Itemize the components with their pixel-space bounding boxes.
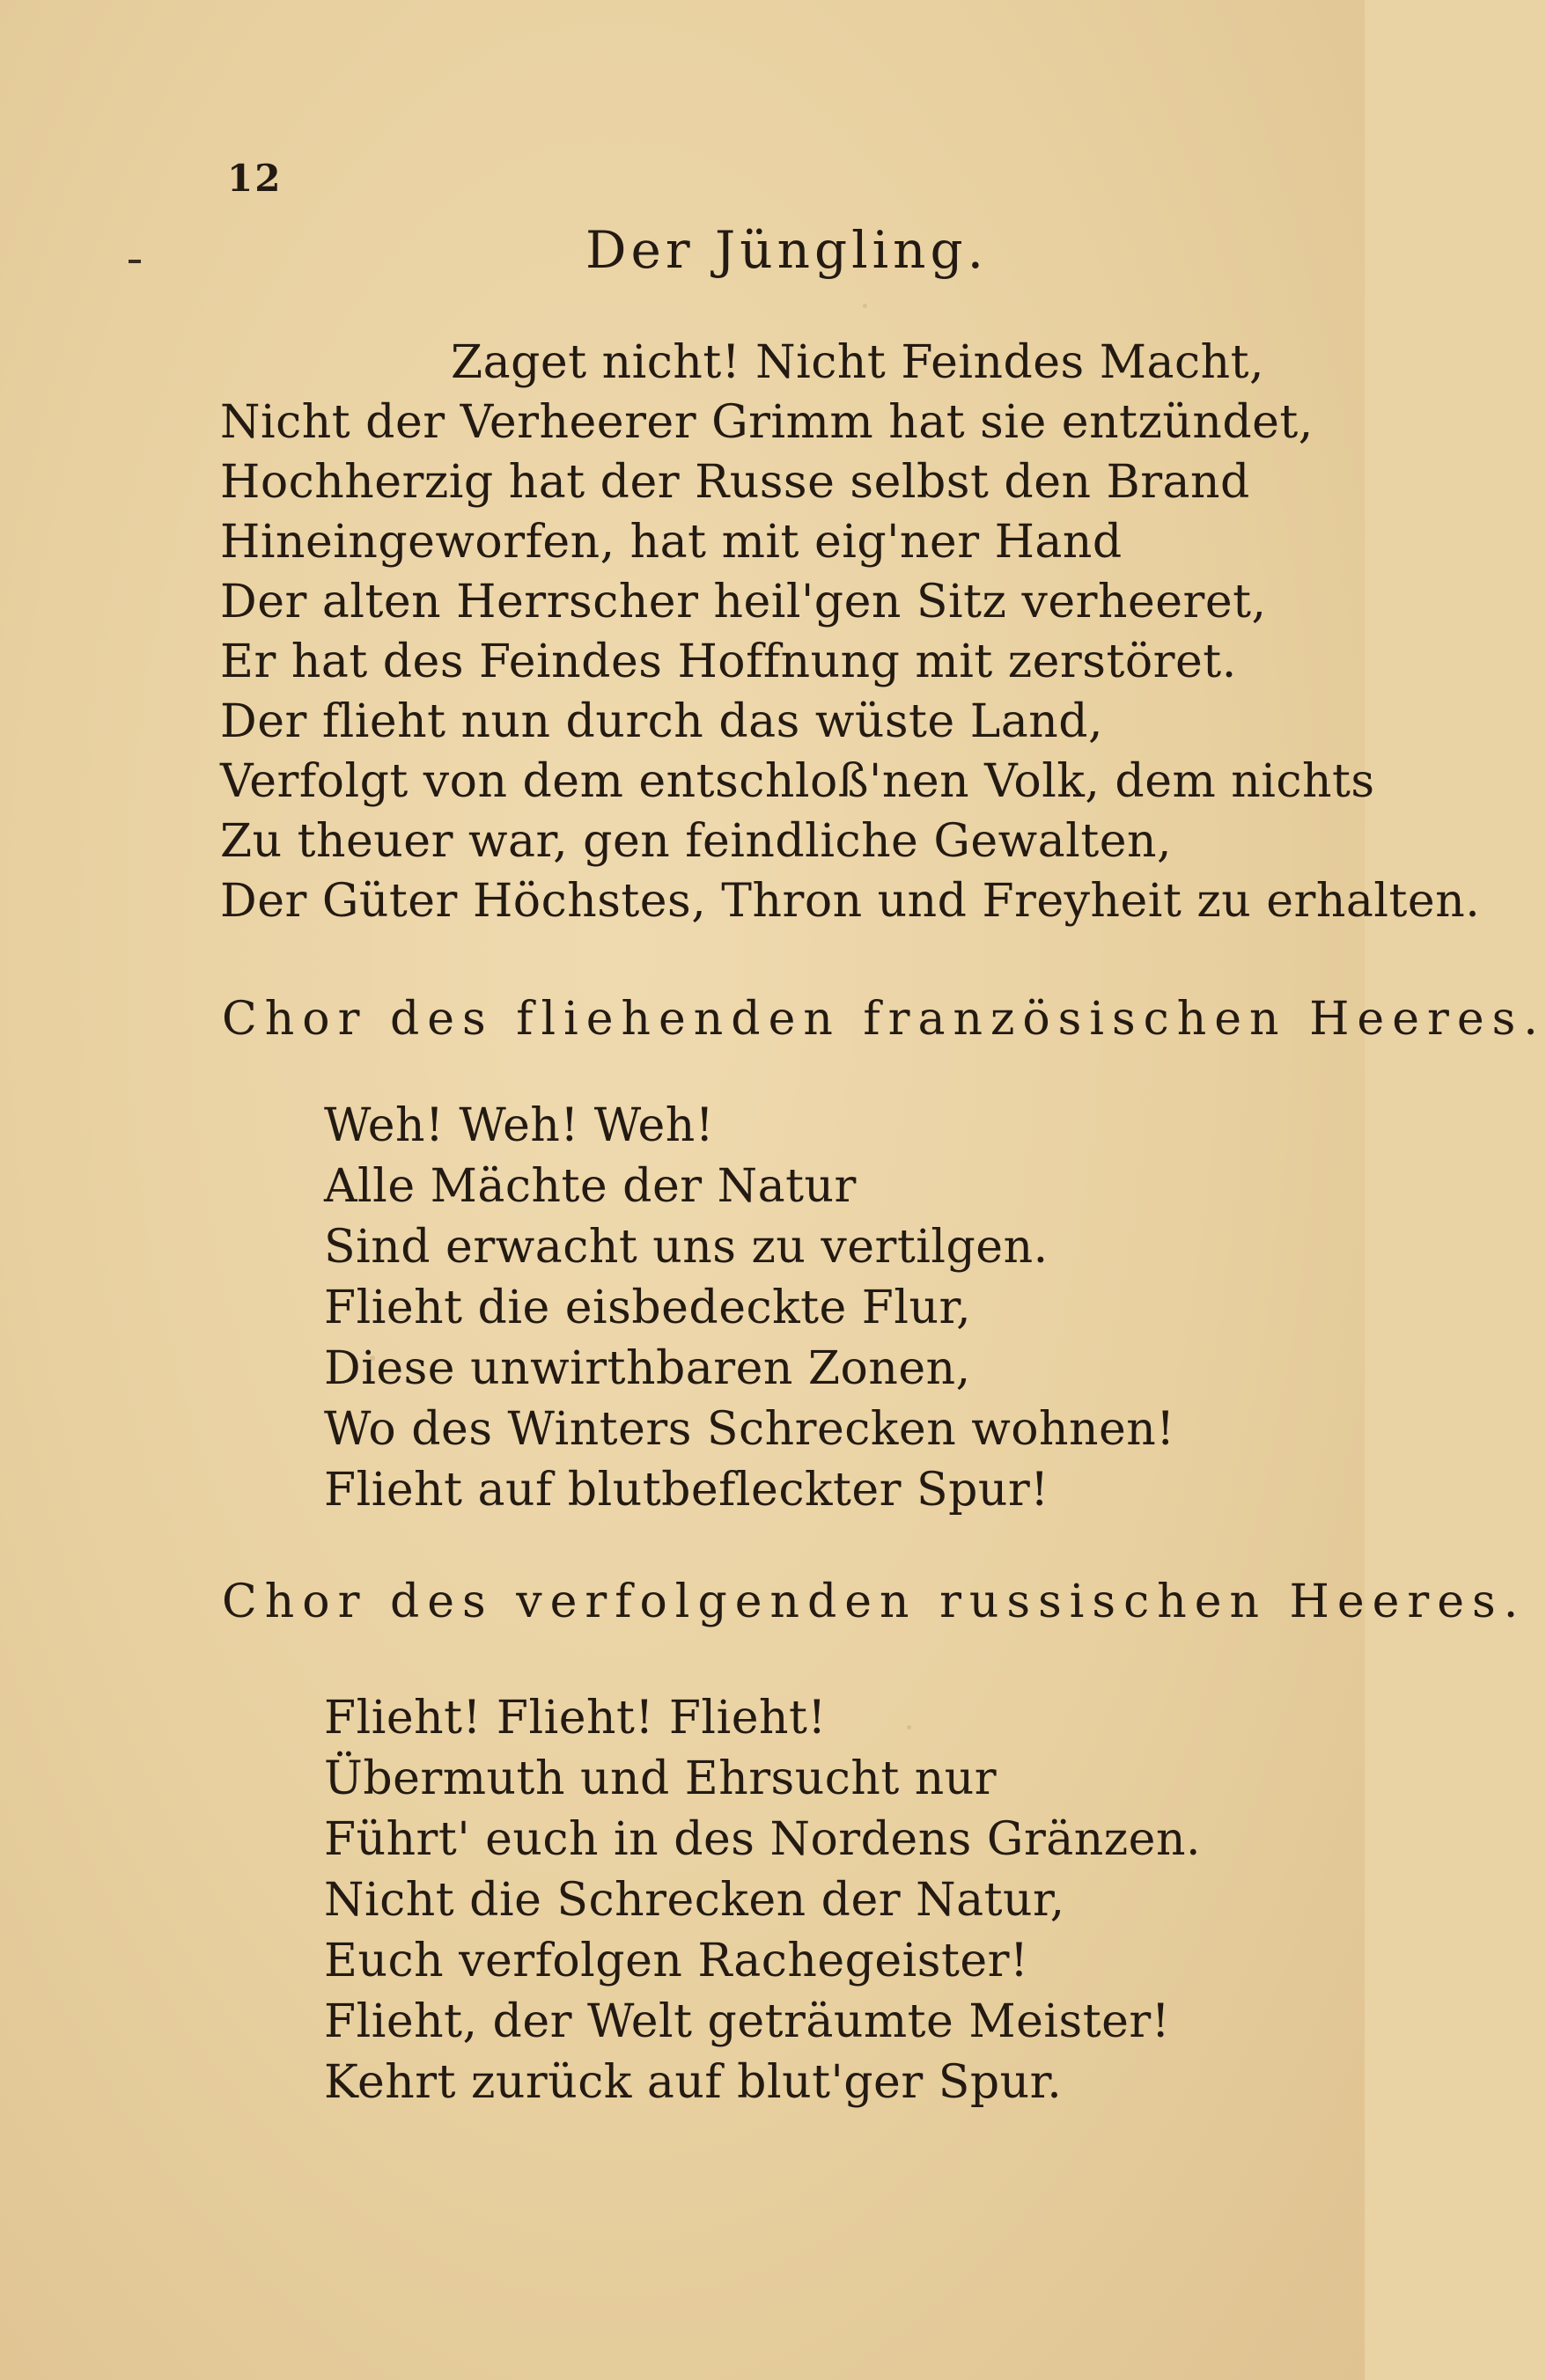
verse-line: Übermuth und Ehrsucht nur: [324, 1752, 998, 1805]
verse-line: Euch verfolgen Rachegeister!: [324, 1935, 1029, 1987]
verse-line: Nicht der Verheerer Grimm hat sie entzündet,: [220, 396, 1314, 449]
verse-line: Alle Mächte der Natur: [324, 1160, 857, 1213]
french-chorus-heading: Chor des fliehenden französischen Heeres.: [222, 993, 1546, 1046]
paper-stain: [863, 304, 867, 308]
verse-line: Führt' euch in des Nordens Gränzen.: [324, 1813, 1201, 1866]
verse-line: Kehrt zurück auf blut'ger Spur.: [324, 2056, 1063, 2109]
verse-line: Der alten Herrscher heil'gen Sitz verheeret,: [220, 576, 1267, 628]
verse-line: Weh! Weh! Weh!: [324, 1099, 715, 1152]
verse-line: Wo des Winters Schrecken wohnen!: [324, 1403, 1175, 1456]
verse-line: Sind erwacht uns zu vertilgen.: [324, 1221, 1049, 1274]
french-chorus-verse: [324, 1096, 1175, 1521]
verse-line: Flieht die eisbedeckte Flur,: [324, 1282, 972, 1334]
verse-line: Flieht auf blutbefleckter Spur!: [324, 1464, 1049, 1517]
russian-chorus-heading: Chor des verfolgenden russischen Heeres.: [222, 1576, 1527, 1628]
verse-line: Diese unwirthbaren Zonen,: [324, 1342, 971, 1395]
russian-chorus-verse: [324, 1688, 1201, 2113]
verse-line: Verfolgt von dem entschloß'nen Volk, dem nichts: [220, 755, 1375, 808]
verse-line: Hochherzig hat der Russe selbst den Brand: [220, 456, 1250, 509]
verse-line: Der Güter Höchstes, Thron und Freyheit zu erhalten.: [220, 875, 1481, 928]
poem-section-title: Der Jüngling.: [585, 220, 989, 280]
margin-mark: [129, 260, 141, 263]
verse-line: Hineingeworfen, hat mit eig'ner Hand: [220, 516, 1123, 569]
page-number: 12: [227, 157, 283, 200]
youth-verse: [220, 333, 1480, 931]
verse-line: Flieht! Flieht! Flieht!: [324, 1692, 827, 1745]
verse-line: Der flieht nun durch das wüste Land,: [220, 695, 1104, 748]
verse-line: Zaget nicht! Nicht Feindes Macht,: [451, 336, 1265, 389]
verse-line: Er hat des Feindes Hoffnung mit zerstöret.: [220, 635, 1237, 688]
verse-line: Flieht, der Welt geträumte Meister!: [324, 1995, 1171, 2048]
verse-line: Zu theuer war, gen feindliche Gewalten,: [220, 815, 1173, 868]
verse-line: Nicht die Schrecken der Natur,: [324, 1874, 1065, 1927]
